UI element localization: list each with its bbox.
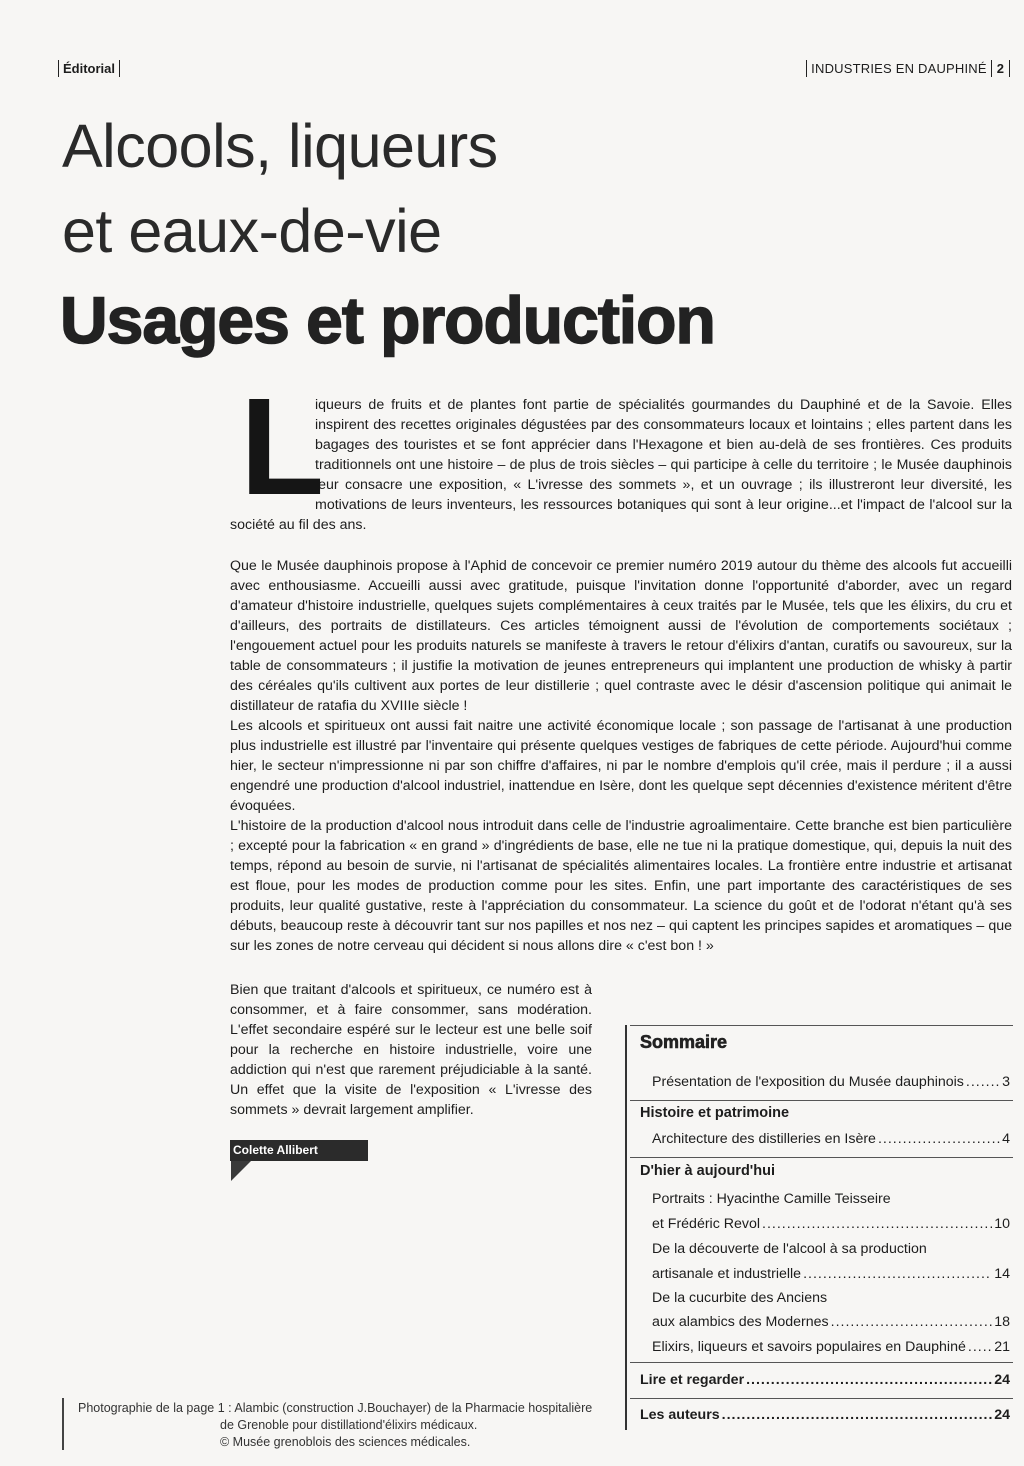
photo-caption bbox=[78, 1400, 592, 1451]
toc-entry-page: 3 bbox=[1002, 1074, 1010, 1090]
toc-section-heading: D'hier à aujourd'hui bbox=[640, 1163, 775, 1179]
toc-entry[interactable] bbox=[652, 1312, 1010, 1332]
toc-leader bbox=[878, 1129, 1000, 1149]
toc-leader bbox=[831, 1312, 993, 1332]
toc-entry-page: 14 bbox=[994, 1266, 1010, 1282]
toc-entry-page: 24 bbox=[994, 1407, 1010, 1423]
drop-cap-letter: L bbox=[240, 370, 325, 524]
toc-leader bbox=[966, 1072, 1000, 1092]
caption-line-1: Photographie de la page 1 : Alambic (construction J.Bouchayer) de la Pharmacie hospitalière bbox=[78, 1401, 593, 1415]
toc-rule bbox=[630, 1362, 1013, 1363]
toc-entry[interactable] bbox=[652, 1072, 1010, 1092]
toc-entry[interactable] bbox=[652, 1214, 1010, 1234]
body-paragraph-3: L'histoire de la production d'alcool nous introduit dans celle de l'industrie agroalimentaire. Cette branche est bien particulière ; excepté pour la fabrication « en grand » d'ingrédients de base, elle ne tue ni la pratique domestique, qui, depuis la nuit des temps, répond au besoin de survie, ni l'artisanat de spécialités alimentaires locales. La frontière entre industrie et artisanat est floue, pour les modes de production comme pour les sites. Enfin, une part importante des caractéristiques de ses produits, leur qualité gustative, reste à l'appréciation du consommateur. La science du goût et de l'odorat n'étant qu'à ses débuts, beaucoup reste à découvrir tant sur nos papilles et nos nez – qui captent les principes sapides et aromatiques – que sur les zones de notre cerveau qui décident si nous allons dire « c'est bon ! » bbox=[230, 818, 1012, 954]
toc-entry-text: Lire et regarder bbox=[640, 1372, 745, 1388]
caption-line-3: © Musée grenoblois des sciences médicales. bbox=[220, 1435, 471, 1449]
toc-title: Sommaire bbox=[640, 1032, 728, 1052]
toc-leader bbox=[722, 1405, 993, 1425]
page-title bbox=[62, 104, 498, 274]
toc-section-heading: Histoire et patrimoine bbox=[640, 1105, 790, 1121]
toc-entry-text-line1: De la cucurbite des Anciens bbox=[652, 1290, 828, 1306]
toc-entry-text: aux alambics des Modernes bbox=[652, 1314, 829, 1330]
running-header bbox=[806, 60, 1010, 77]
toc-entry-text-line1: De la découverte de l'alcool à sa production bbox=[652, 1241, 927, 1257]
toc-entry-text: Elixirs, liqueurs et savoirs populaires en Dauphiné bbox=[652, 1339, 966, 1355]
toc-entry-line bbox=[652, 1239, 1010, 1259]
body-paragraph-1: Que le Musée dauphinois propose à l'Aphid de concevoir ce premier numéro 2019 autour du thème des alcools fut accueilli avec enthousiasme. Accueilli aussi avec gratitude, puisque l'invitation donne l'opportunité d'aborder, avec un regard d'amateur d'histoire industrielle, quelques sujets complémentaires à ceux traités par le Musée, tels que les élixirs, du cru et d'ailleurs, des portraits de distillateurs. Ces articles témoignent aussi de l'évolution de comportements sociétaux ; l'engouement actuel pour les produits naturels se manifeste à travers le retour d'élixirs d'antan, curatifs ou savoureux, sur la table de consommateurs ; il justifie la motivation de jeunes entrepreneurs qui implantent une production de whisky à partir des céréales qu'ils cultivent aux portes de leur distillerie ; quel contraste avec le désir d'ascension politique qui animait le distillateur de ratafia du XVIIIe siècle ! bbox=[230, 558, 1012, 714]
caption-rule bbox=[62, 1398, 64, 1450]
toc-divider-vertical bbox=[625, 1025, 627, 1430]
toc-entry[interactable] bbox=[652, 1337, 1010, 1357]
toc-entry-lire[interactable] bbox=[640, 1370, 1010, 1390]
toc-entry-page: 18 bbox=[994, 1314, 1010, 1330]
toc-entry-auteurs[interactable] bbox=[640, 1405, 1010, 1425]
editorial-body bbox=[230, 556, 1012, 956]
toc-rule-top bbox=[630, 1025, 1013, 1026]
author-signature: Colette Allibert bbox=[230, 1140, 368, 1161]
toc-entry[interactable] bbox=[652, 1129, 1010, 1149]
title-line-2: et eaux-de-vie bbox=[62, 197, 442, 265]
closing-paragraph: Bien que traitant d'alcools et spiritueux, ce numéro est à consommer, et à faire consommer, sans modération. L'effet secondaire espéré sur le lecteur est une belle soif pour la recherche en histoire industrielle, voire une addiction qui n'est que rarement préjudiciable à la santé. Un effet que la visite de l'exposition « L'ivresse des sommets » devrait largement amplifier. bbox=[230, 982, 592, 1118]
toc-rule bbox=[630, 1100, 1013, 1101]
toc-entry[interactable] bbox=[652, 1264, 1010, 1284]
toc-entry-page: 24 bbox=[994, 1372, 1010, 1388]
page-number: 2 bbox=[992, 60, 1010, 77]
toc-entry-text: et Frédéric Revol bbox=[652, 1216, 761, 1232]
toc-entry-text: artisanale et industrielle bbox=[652, 1266, 802, 1282]
toc-leader bbox=[803, 1264, 992, 1284]
toc-entry-text: Présentation de l'exposition du Musée dauphinois bbox=[652, 1074, 964, 1090]
body-paragraph-2: Les alcools et spiritueux ont aussi fait naitre une activité économique locale ; son passage de l'artisanat à une production plus industrielle est illustré par l'inventaire qui présente quelques vestiges de fabriques de cette période. Aujourd'hui comme hier, le secteur n'impressionne ni par son chiffre d'affaires, ni par le nombre d'emplois qu'il crée, mais il perdure ; il a aussi engendré une production d'alcool industriel, inattendue en Isère, dont les quelque sept décennies d'existence méritent d'être évoquées. bbox=[230, 718, 1012, 814]
publication-name: INDUSTRIES EN DAUPHINÉ bbox=[806, 60, 992, 77]
intro-text: iqueurs de fruits et de plantes font partie de spécialités gourmandes du Dauphiné et de la Savoie. Elles inspirent des recettes originales dégustées par des consommateurs locaux et lointains ; elles partent dans les bagages des touristes et se font apprécier dans l'Hexagone et bien au-delà de ses frontières. Ces produits traditionnels ont une histoire – de plus de trois siècles – qui participe à celle du territoire ; le Musée dauphinois leur consacre une exposition, « L'ivresse des sommets », et un ouvrage ; ils illustreront leur diversité, les motivations de leurs inventeurs, les ressources botaniques qui sont à leur origine...et l'impact de l'alcool sur la société au fil des ans. bbox=[230, 397, 1012, 533]
toc-entry-page: 4 bbox=[1002, 1131, 1010, 1147]
toc-leader bbox=[762, 1214, 992, 1234]
toc-leader bbox=[746, 1370, 992, 1390]
toc-entry-page: 21 bbox=[994, 1339, 1010, 1355]
section-label: Éditorial bbox=[58, 60, 120, 77]
toc-entry-page: 10 bbox=[994, 1216, 1010, 1232]
toc-entry-text-line1: Portraits : Hyacinthe Camille Teisseire bbox=[652, 1191, 891, 1207]
toc-entry-text: Architecture des distilleries en Isère bbox=[652, 1131, 876, 1147]
author-tag-corner bbox=[231, 1161, 251, 1181]
toc-entry-text: Les auteurs bbox=[640, 1407, 720, 1423]
toc-entry-line bbox=[652, 1189, 1010, 1209]
toc-leader bbox=[968, 1337, 992, 1357]
caption-line-2: de Grenoble pour distillationd'élixirs médicaux. bbox=[220, 1418, 478, 1432]
drop-cap bbox=[240, 370, 325, 524]
toc-entry-line bbox=[652, 1288, 1010, 1308]
title-line-1: Alcools, liqueurs bbox=[62, 112, 498, 180]
intro-paragraph bbox=[230, 370, 1012, 535]
page-subtitle: Usages et production bbox=[60, 283, 715, 357]
toc-rule bbox=[630, 1157, 1013, 1158]
toc-rule bbox=[630, 1398, 1013, 1399]
